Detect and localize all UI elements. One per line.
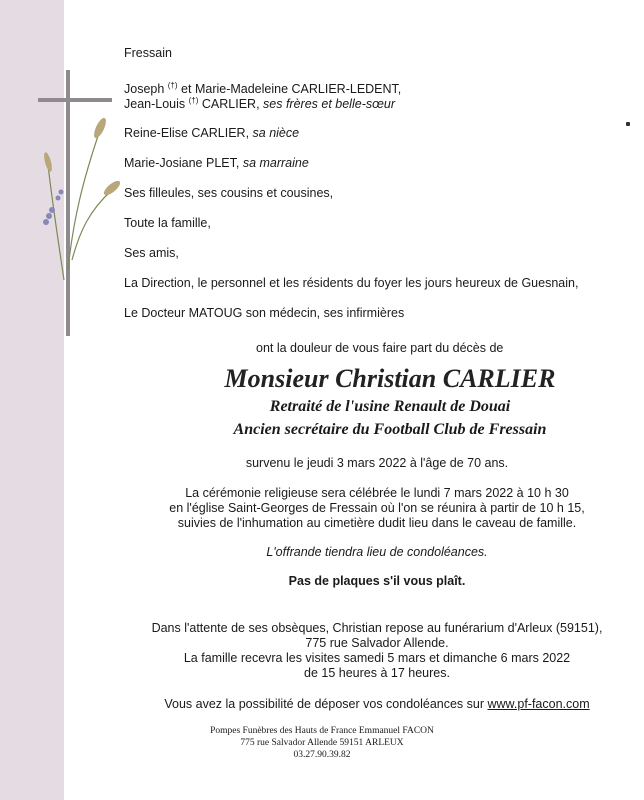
brothers-line-2 <box>124 97 395 112</box>
visits-line-1: La famille recevra les visites samedi 5 mars et dimanche 6 mars 2022 <box>183 651 571 665</box>
ceremony-line-1: La cérémonie religieuse sera célébrée le lundi 7 mars 2022 à 10 h 30 <box>185 486 569 500</box>
visits-line-2: de 15 heures à 17 heures. <box>304 666 450 680</box>
brother-name: Jean-Louis <box>124 97 186 111</box>
death-date-line: survenu le jeudi 3 mars 2022 à l'âge de 70 ans. <box>245 456 509 470</box>
scan-mark <box>626 122 630 126</box>
announcement-line: ont la douleur de vous faire part du décès de <box>256 341 504 355</box>
funeral-home-phone: 03.27.90.39.82 <box>293 750 351 760</box>
cross-and-wheat-illustration <box>28 70 128 340</box>
repose-line-1: Dans l'attente de ses obsèques, Christian repose au funérarium d'Arleux (59151), <box>151 621 603 635</box>
deceased-mark: (†) <box>188 95 199 105</box>
relationship-label: sa nièce <box>252 126 300 140</box>
deceased-name: Monsieur Christian CARLIER <box>224 364 556 393</box>
niece-line <box>124 126 299 141</box>
relationship-label: sa marraine <box>242 156 309 170</box>
village-line: Fressain <box>124 46 172 60</box>
goddaughters-line: Ses filleules, ses cousins et cousines, <box>124 186 334 200</box>
condolences-link[interactable]: www.pf-facon.com <box>487 697 590 711</box>
funeral-home-address: 775 rue Salvador Allende 59151 ARLEUX <box>240 738 404 748</box>
brother-name: Joseph <box>124 82 165 96</box>
cross-icon <box>38 70 112 336</box>
godmother-line <box>124 156 309 171</box>
deceased-title-2: Ancien secrétaire du Football Club de Fressain <box>233 421 547 438</box>
niece-name: Reine-Elise CARLIER, <box>124 126 253 140</box>
ceremony-line-2: en l'église Saint-Georges de Fressain où l'on se réunira à partir de 10 h 15, <box>169 501 585 515</box>
offering-line: L'offrande tiendra lieu de condoléances. <box>266 545 488 559</box>
brother-rest: et Marie-Madeleine CARLIER-LEDENT, <box>177 82 402 96</box>
godmother-name: Marie-Josiane PLET, <box>124 156 243 170</box>
funeral-home-name: Pompes Funèbres des Hauts de France Emmanuel FACON <box>210 726 434 736</box>
repose-line-2: 775 rue Salvador Allende. <box>305 636 449 650</box>
deceased-mark: (†) <box>167 80 178 90</box>
condolences-text: Vous avez la possibilité de déposer vos condoléances sur <box>164 697 488 711</box>
brothers-line-1 <box>124 82 401 97</box>
ceremony-line-3: suivies de l'inhumation au cimetière dudit lieu dans le caveau de famille. <box>177 516 577 530</box>
no-plaques-line: Pas de plaques s'il vous plaît. <box>288 574 466 588</box>
relationship-label: ses frères et belle-sœur <box>263 97 396 111</box>
deceased-title-1: Retraité de l'usine Renault de Douai <box>269 398 511 415</box>
brother-rest: CARLIER, <box>198 97 264 111</box>
direction-line: La Direction, le personnel et les résidents du foyer les jours heureux de Guesnain, <box>124 276 579 290</box>
condolences-line <box>110 697 644 712</box>
doctor-line: Le Docteur MATOUG son médecin, ses infirmières <box>124 306 405 320</box>
friends-line: Ses amis, <box>124 246 179 260</box>
wheat-stalk-icon <box>48 130 112 280</box>
family-line: Toute la famille, <box>124 216 211 230</box>
wheat-ear-icon <box>43 116 123 197</box>
